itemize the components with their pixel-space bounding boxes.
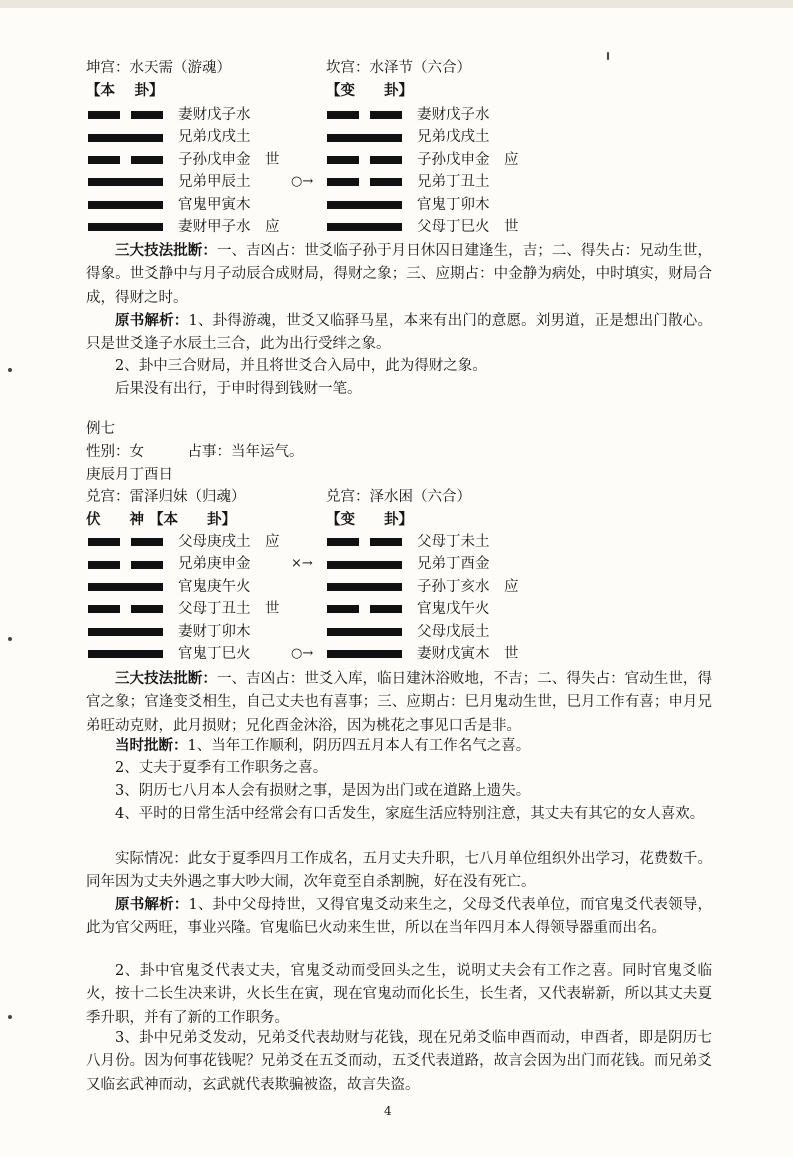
yao-label: 官鬼戊午火 (417, 601, 490, 618)
yao-label: 妻财丁卯木 (178, 623, 251, 640)
scan-speck (8, 637, 12, 641)
yang-line (327, 583, 405, 591)
ex6-bian-gua (327, 104, 567, 238)
yao-row (327, 171, 567, 193)
para-text: 1、卦得游魂，世爻又临驿马星，本来有出门的意愿。刘男道，正是想出门散心。只是世爻逢子水辰土三合，此为出行受绊之象。 (86, 313, 713, 353)
yao-label: 子孙丁亥水 应 (417, 578, 519, 595)
yao-label: 妻财戊子水 (178, 107, 251, 123)
scan-speck (8, 368, 12, 372)
para-text: 一、吉凶占：世爻临子孙于月日休囚日建逢生，吉；二、得失占：兄动生世，得象。世爻静中与月子动辰合成财局，得财之象；三、应期占：中金静为病处，中时填实，财局合成，得财之时。 (86, 243, 712, 306)
yang-line (327, 223, 405, 231)
yang-line (88, 650, 166, 658)
yao-label: 妻财戊子水 (417, 107, 490, 123)
ex7-title-right: 兑宫：泽水困（六合） (326, 489, 471, 505)
ex7-contemporary-para (86, 734, 712, 758)
ex7-gender-line: 性别：女 占事：当年运气。 (86, 444, 304, 460)
yao-label: 兄弟丁酉金 (417, 556, 490, 573)
para-lead: 当时批断： (115, 737, 188, 754)
ex6-original-para (86, 309, 712, 357)
para-lead: 原书解析： (115, 312, 189, 329)
yao-row (327, 149, 567, 171)
yao-row (327, 643, 567, 665)
page-number: 4 (384, 1104, 392, 1118)
yao-label: 官鬼庚午火 (178, 578, 251, 595)
yin-line (327, 605, 405, 613)
yao-row (88, 149, 328, 171)
scan-speck (8, 1015, 12, 1019)
yao-row (88, 194, 328, 216)
yao-row (88, 643, 328, 665)
para-lead: 三大技法批断： (115, 242, 217, 259)
moving-yao-mark: ○→ (291, 645, 314, 661)
yao-row (327, 216, 567, 238)
ex7-contemporary-4: 4、平时的日常生活中经常会有口舌发生，家庭生活应特别注意，其丈夫有其它的女人喜欢。 (115, 806, 705, 822)
ex7-heading: 例七 (86, 421, 115, 437)
ex7-original-para-2: 2、卦中官鬼爻代表丈夫，官鬼爻动而受回头之生，说明丈夫会有工作之喜。同时官鬼爻临火，按十二长生决来讲，火长生在寅，现在官鬼动而化长生，长生者，又代表崭新，所以其丈夫夏季升职，并有了新的工作职务。 (86, 963, 712, 1026)
ex6-head-left: 【本 卦】 (86, 82, 164, 99)
ex7-head-right: 【变 卦】 (326, 511, 413, 528)
yao-label: 子孙戊申金 世 (178, 151, 280, 168)
yao-row (327, 194, 567, 216)
yao-label: 兄弟甲辰土 (178, 174, 251, 191)
ex7-contemporary-2: 2、丈夫于夏季有工作职务之喜。 (115, 760, 328, 776)
para-lead: 原书解析： (115, 896, 189, 913)
ex6-head-right: 【变 卦】 (326, 82, 413, 99)
yao-label: 兄弟庚申金 (178, 556, 251, 573)
para-lead: 三大技法批断： (115, 670, 217, 687)
ex7-original-para (86, 893, 712, 941)
ex6-title-right: 坎宫：水泽节（六合） (326, 60, 471, 76)
yao-row (88, 171, 328, 193)
yao-row (88, 531, 328, 553)
ex6-title-left: 坤宫：水天需（游魂） (86, 60, 231, 76)
ex7-title-left: 兑宫：雷泽归妹（归魂） (86, 489, 246, 505)
page-top-edge (0, 0, 793, 8)
ex7-analysis-para (86, 667, 712, 738)
yang-line (88, 134, 166, 142)
yao-row (88, 104, 328, 126)
yang-line (88, 201, 166, 209)
yao-row (327, 104, 567, 126)
ex7-actual-situation: 实际情况：此女于夏季四月工作成名，五月丈夫升职，七八月单位组织外出学习，花费数千。同年因为丈夫外遇之事大吵大闹，次年竟至自杀割腕，好在没有死亡。 (86, 851, 712, 891)
yao-label: 妻财甲子水 应 (178, 218, 280, 235)
ex7-bian-gua (327, 531, 567, 665)
ex7-head-left: 伏 神 【本 卦】 (86, 511, 237, 528)
yao-row (327, 621, 567, 643)
yang-line (327, 561, 405, 569)
yao-row (327, 553, 567, 575)
yao-label: 父母丁丑土 世 (178, 601, 280, 618)
yang-line (88, 178, 166, 186)
yao-row (327, 598, 567, 620)
yin-line (327, 538, 405, 546)
yao-row (327, 576, 567, 598)
yao-row (88, 576, 328, 598)
ex7-original-para-3: 3、卦中兄弟爻发动，兄弟爻代表劫财与花钱，现在兄弟爻临申酉而动，申酉者，即是阴历七八月份。因为何事花钱呢？兄弟爻在五爻而动，五爻代表道路，故言会因为出门而花钱。而兄弟爻又临玄武神而动，玄武就代表欺骗被盗，故言失盗。 (86, 1030, 712, 1093)
yang-line (327, 134, 405, 142)
yao-label: 兄弟戊戌土 (178, 129, 251, 146)
yang-line (327, 650, 405, 658)
para-text: 1、当年工作顺利，阴历四五月本人有工作名气之喜。 (187, 738, 531, 754)
ex6-ben-gua (88, 104, 328, 238)
yao-label: 兄弟戊戌土 (417, 129, 490, 146)
yao-row (88, 598, 328, 620)
yang-line (88, 223, 166, 231)
yao-label: 妻财戊寅木 世 (417, 645, 519, 662)
scan-speck (607, 52, 609, 60)
yao-row (327, 531, 567, 553)
ex7-contemporary-3: 3、阴历七八月本人会有损财之事，是因为出门或在道路上遗失。 (115, 783, 531, 799)
yao-label: 父母戊辰土 (417, 623, 490, 640)
yin-line (327, 111, 405, 119)
yao-row (88, 553, 328, 575)
ex6-outcome: 后果没有出行，于申时得到钱财一笔。 (115, 381, 362, 397)
para-text: 1、卦中父母持世，又得官鬼爻动来生之，父母爻代表单位，而官鬼爻代表领导，此为官父两旺，事业兴隆。官鬼临巳火动来生世，所以在当年四月本人得领导器重而出名。 (86, 897, 713, 937)
yao-row (327, 126, 567, 148)
yang-line (88, 583, 166, 591)
yao-label: 父母庚戌土 应 (178, 534, 280, 550)
yao-label: 子孙戊申金 应 (417, 151, 519, 168)
yin-line (88, 561, 166, 569)
yang-line (88, 628, 166, 636)
yin-line (327, 178, 405, 186)
ex6-original-para-2: 2、卦中三合财局，并且将世爻合入局中，此为得财之象。 (115, 358, 487, 374)
ex7-ben-gua (88, 531, 328, 665)
yao-label: 官鬼丁卯木 (417, 196, 490, 213)
yao-label: 兄弟丁丑土 (417, 174, 490, 191)
yao-label: 官鬼甲寅木 (178, 196, 251, 213)
yao-row (88, 216, 328, 238)
yao-label: 父母丁未土 (417, 534, 490, 550)
moving-yao-mark: ×→ (291, 556, 313, 572)
yin-line (88, 538, 166, 546)
moving-yao-mark: ○→ (291, 174, 314, 190)
para-text: 一、吉凶占：世爻入库，临日建沐浴败地，不吉；二、得失占：官动生世，得官之象；官逢变爻相生，自己丈夫也有喜事；三、应期占：巳月鬼动生世，巳月工作有喜；申月兄弟旺动克财，此月损财；兄化酉金沐浴，因为桃花之事见口舌是非。 (86, 671, 712, 734)
ex6-analysis-para (86, 239, 712, 310)
yin-line (88, 111, 166, 119)
yin-line (88, 605, 166, 613)
yang-line (327, 628, 405, 636)
yang-line (327, 201, 405, 209)
yao-row (88, 126, 328, 148)
yin-line (88, 156, 166, 164)
yin-line (327, 156, 405, 164)
yao-label: 父母丁巳火 世 (417, 218, 519, 235)
ex7-date: 庚辰月丁酉日 (86, 467, 173, 483)
yao-row (88, 621, 328, 643)
yao-label: 官鬼丁巳火 (178, 645, 251, 662)
